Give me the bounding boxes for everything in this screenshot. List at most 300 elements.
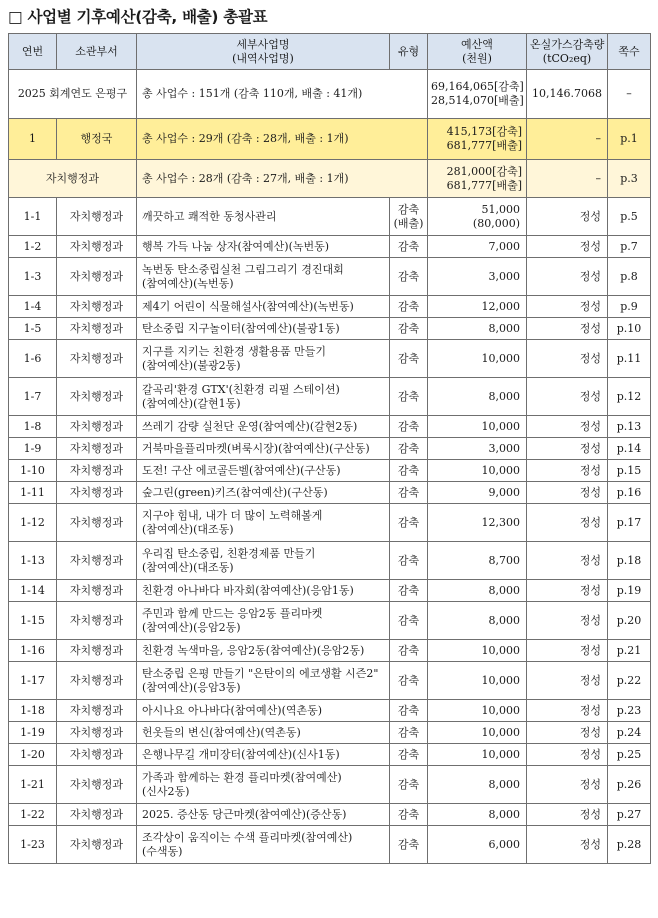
type-line: 감축 — [397, 807, 420, 821]
subgroup-dept: 자치행정과 — [9, 160, 137, 198]
row-no: 1-9 — [9, 438, 57, 460]
row-page: p.26 — [608, 766, 651, 804]
row-type — [390, 766, 428, 804]
type-line: 감축 — [397, 553, 420, 567]
row-type — [390, 258, 428, 296]
row-budget — [428, 602, 527, 640]
row-type — [390, 416, 428, 438]
row-budget — [428, 662, 527, 700]
header-reduction — [527, 34, 608, 70]
row-dept: 자치행정과 — [57, 378, 137, 416]
project-name-line: 지구야 힘내, 내가 더 많이 노력해볼게 — [142, 508, 323, 522]
row-no: 1-11 — [9, 482, 57, 504]
project-name-line: (참여예산)(녹번동) — [142, 276, 234, 290]
row-project-name — [137, 826, 390, 864]
row-type — [390, 318, 428, 340]
row-no: 1-16 — [9, 640, 57, 662]
row-reduction: 정성 — [527, 258, 608, 296]
row-type — [390, 580, 428, 602]
row-type — [390, 378, 428, 416]
group-budget — [428, 119, 527, 160]
table-row — [9, 766, 651, 804]
budget-line: 8,000 — [488, 777, 520, 791]
row-project-name — [137, 236, 390, 258]
row-budget — [428, 378, 527, 416]
climate-budget-table — [8, 33, 651, 864]
type-line: 감축 — [397, 351, 420, 365]
type-line: 감축 — [397, 441, 420, 455]
row-budget — [428, 482, 527, 504]
project-name-line: 깨끗하고 쾌적한 동청사관리 — [142, 209, 277, 223]
row-budget — [428, 258, 527, 296]
header-reduction-line: 온실가스감축량 — [530, 37, 605, 51]
header-dept: 소관부서 — [57, 34, 137, 70]
budget-line: 8,000 — [488, 583, 520, 597]
row-page: p.27 — [608, 804, 651, 826]
row-no: 1-2 — [9, 236, 57, 258]
row-no: 1-8 — [9, 416, 57, 438]
row-project-name — [137, 700, 390, 722]
row-dept: 자치행정과 — [57, 482, 137, 504]
row-dept: 자치행정과 — [57, 416, 137, 438]
subgroup-budget — [428, 160, 527, 198]
row-type — [390, 482, 428, 504]
row-budget — [428, 340, 527, 378]
project-name-line: 숲그린(green)키즈(참여예산)(구산동) — [142, 485, 328, 499]
row-dept: 자치행정과 — [57, 318, 137, 340]
row-dept: 자치행정과 — [57, 460, 137, 482]
table-row — [9, 340, 651, 378]
row-type — [390, 296, 428, 318]
row-page: p.22 — [608, 662, 651, 700]
row-dept: 자치행정과 — [57, 826, 137, 864]
row-budget — [428, 236, 527, 258]
table-row — [9, 640, 651, 662]
table-row — [9, 416, 651, 438]
budget-line: 12,000 — [481, 299, 520, 313]
subgroup-budget-line: 681,777[배출] — [446, 178, 522, 192]
row-project-name — [137, 744, 390, 766]
total-reduction: 10,146.7068 — [527, 70, 608, 119]
budget-line: 8,000 — [488, 807, 520, 821]
group-summary: 총 사업수 : 29개 (감축 : 28개, 배출 : 1개) — [137, 119, 428, 160]
type-line: 감축 — [397, 777, 420, 791]
total-page: – — [608, 70, 651, 119]
row-reduction: 정성 — [527, 826, 608, 864]
row-type — [390, 460, 428, 482]
header-budget-line: 예산액 — [461, 37, 493, 51]
budget-line: 10,000 — [481, 747, 520, 761]
row-budget — [428, 804, 527, 826]
project-name-line: (참여예산)(응암3동) — [142, 680, 241, 694]
table-row — [9, 744, 651, 766]
row-reduction: 정성 — [527, 542, 608, 580]
subgroup-budget-line: 281,000[감축] — [446, 164, 522, 178]
total-summary: 총 사업수 : 151개 (감축 110개, 배출 : 41개) — [137, 70, 428, 119]
row-reduction: 정성 — [527, 744, 608, 766]
row-dept: 자치행정과 — [57, 438, 137, 460]
row-dept: 자치행정과 — [57, 258, 137, 296]
row-type — [390, 542, 428, 580]
type-line: (배출) — [393, 216, 424, 230]
budget-line: 8,700 — [488, 553, 520, 567]
row-reduction: 정성 — [527, 602, 608, 640]
row-budget — [428, 766, 527, 804]
type-line: 감축 — [397, 419, 420, 433]
row-dept: 자치행정과 — [57, 542, 137, 580]
row-page: p.20 — [608, 602, 651, 640]
type-line: 감축 — [397, 202, 420, 216]
total-row — [9, 70, 651, 119]
row-reduction: 정성 — [527, 236, 608, 258]
budget-line: 10,000 — [481, 725, 520, 739]
row-page: p.13 — [608, 416, 651, 438]
budget-line: 10,000 — [481, 419, 520, 433]
row-page: p.7 — [608, 236, 651, 258]
type-line: 감축 — [397, 673, 420, 687]
total-budget — [428, 70, 527, 119]
row-project-name — [137, 602, 390, 640]
table-row — [9, 438, 651, 460]
row-type — [390, 662, 428, 700]
row-type — [390, 504, 428, 542]
group-no: 1 — [9, 119, 57, 160]
project-name-line: 은행나무길 개미장터(참여예산)(신사1동) — [142, 747, 340, 761]
row-no: 1-3 — [9, 258, 57, 296]
type-line: 감축 — [397, 613, 420, 627]
total-label: 2025 회계연도 은평구 — [9, 70, 137, 119]
row-type — [390, 640, 428, 662]
row-project-name — [137, 378, 390, 416]
project-name-line: (참여예산)(불광2동) — [142, 358, 241, 372]
project-name-line: 갈곡리'환경 GTX'(친환경 리필 스테이션) — [142, 382, 340, 396]
row-reduction: 정성 — [527, 482, 608, 504]
budget-line: 8,000 — [488, 321, 520, 335]
project-name-line: 아시나요 아나바다(참여예산)(역촌동) — [142, 703, 323, 717]
row-dept: 자치행정과 — [57, 804, 137, 826]
project-name-line: 거북마을플리마켓(벼룩시장)(참여예산)(구산동) — [142, 441, 370, 455]
row-dept: 자치행정과 — [57, 504, 137, 542]
row-project-name — [137, 640, 390, 662]
type-line: 감축 — [397, 583, 420, 597]
table-row — [9, 542, 651, 580]
row-no: 1-18 — [9, 700, 57, 722]
row-no: 1-23 — [9, 826, 57, 864]
row-project-name — [137, 318, 390, 340]
type-line: 감축 — [397, 463, 420, 477]
table-row — [9, 804, 651, 826]
table-row — [9, 258, 651, 296]
table-row — [9, 296, 651, 318]
row-page: p.16 — [608, 482, 651, 504]
project-name-line: (참여예산)(갈현1동) — [142, 396, 241, 410]
group-budget-line: 415,173[감축] — [446, 125, 522, 138]
group-budget-line: 681,777[배출] — [446, 139, 522, 152]
row-reduction: 정성 — [527, 640, 608, 662]
row-budget — [428, 640, 527, 662]
row-reduction: 정성 — [527, 198, 608, 236]
row-page: p.24 — [608, 722, 651, 744]
project-name-line: 주민과 함께 만드는 응암2동 플리마켓 — [142, 606, 323, 620]
row-budget — [428, 416, 527, 438]
budget-line: 9,000 — [488, 485, 520, 499]
budget-line: 10,000 — [481, 463, 520, 477]
project-name-line: 헌옷들의 변신(참여예산)(역촌동) — [142, 725, 301, 739]
type-line: 감축 — [397, 747, 420, 761]
project-name-line: 2025. 증산동 당근마켓(참여예산)(증산동) — [142, 807, 347, 821]
header-reduction-line: (tCO₂eq) — [542, 51, 592, 65]
row-reduction: 정성 — [527, 460, 608, 482]
table-row — [9, 482, 651, 504]
row-no: 1-15 — [9, 602, 57, 640]
row-project-name — [137, 482, 390, 504]
row-project-name — [137, 504, 390, 542]
budget-line: 10,000 — [481, 351, 520, 365]
project-name-line: (참여예산)(대조동) — [142, 560, 234, 574]
row-page: p.8 — [608, 258, 651, 296]
header-project — [137, 34, 390, 70]
table-row — [9, 700, 651, 722]
project-name-line: 가족과 함께하는 환경 플리마켓(참여예산) — [142, 770, 342, 784]
header-no: 연번 — [9, 34, 57, 70]
project-name-line: (신사2동) — [142, 784, 190, 798]
project-name-line: 조각상이 움직이는 수색 플리마켓(참여예산) — [142, 830, 353, 844]
row-project-name — [137, 766, 390, 804]
row-type — [390, 826, 428, 864]
row-budget — [428, 580, 527, 602]
budget-line: 10,000 — [481, 673, 520, 687]
table-row — [9, 504, 651, 542]
type-line: 감축 — [397, 269, 420, 283]
budget-line: 7,000 — [488, 239, 520, 253]
row-type — [390, 438, 428, 460]
page-title: □ 사업별 기후예산(감축, 배출) 총괄표 — [8, 8, 268, 26]
row-no: 1-17 — [9, 662, 57, 700]
row-page: p.5 — [608, 198, 651, 236]
row-budget — [428, 460, 527, 482]
table-row — [9, 378, 651, 416]
type-line: 감축 — [397, 321, 420, 335]
row-no: 1-4 — [9, 296, 57, 318]
row-type — [390, 340, 428, 378]
row-project-name — [137, 198, 390, 236]
table-row — [9, 722, 651, 744]
row-reduction: 정성 — [527, 580, 608, 602]
row-type — [390, 236, 428, 258]
row-project-name — [137, 258, 390, 296]
row-project-name — [137, 416, 390, 438]
row-type — [390, 602, 428, 640]
budget-line: 8,000 — [488, 389, 520, 403]
subgroup-reduction: – — [527, 160, 608, 198]
row-project-name — [137, 722, 390, 744]
table-row — [9, 236, 651, 258]
row-project-name — [137, 438, 390, 460]
table-row — [9, 460, 651, 482]
row-dept: 자치행정과 — [57, 296, 137, 318]
header-project-line: (내역사업명) — [232, 51, 294, 65]
row-no: 1-6 — [9, 340, 57, 378]
budget-line: 3,000 — [488, 269, 520, 283]
row-reduction: 정성 — [527, 416, 608, 438]
row-reduction: 정성 — [527, 378, 608, 416]
budget-line: 51,000 — [481, 202, 520, 216]
row-no: 1-7 — [9, 378, 57, 416]
row-reduction: 정성 — [527, 766, 608, 804]
row-no: 1-5 — [9, 318, 57, 340]
project-name-line: 우리집 탄소중립, 친환경제품 만들기 — [142, 546, 316, 560]
project-name-line: 제4기 어린이 식물해설사(참여예산)(녹번동) — [142, 299, 354, 313]
project-name-line: 친환경 아나바다 바자회(참여예산)(응암1동) — [142, 583, 354, 597]
row-type — [390, 744, 428, 766]
row-reduction: 정성 — [527, 662, 608, 700]
total-budget-line: 28,514,070[배출] — [431, 94, 524, 107]
project-name-line: (참여예산)(응암2동) — [142, 620, 241, 634]
budget-line: 10,000 — [481, 703, 520, 717]
row-budget — [428, 722, 527, 744]
subgroup-summary: 총 사업수 : 28개 (감축 : 27개, 배출 : 1개) — [137, 160, 428, 198]
row-dept: 자치행정과 — [57, 640, 137, 662]
row-dept: 자치행정과 — [57, 236, 137, 258]
row-dept: 자치행정과 — [57, 580, 137, 602]
table-row — [9, 580, 651, 602]
row-reduction: 정성 — [527, 318, 608, 340]
table-header-row — [9, 34, 651, 70]
row-reduction: 정성 — [527, 296, 608, 318]
header-page: 쪽수 — [608, 34, 651, 70]
row-budget — [428, 296, 527, 318]
group-reduction: – — [527, 119, 608, 160]
type-line: 감축 — [397, 239, 420, 253]
subgroup-page: p.3 — [608, 160, 651, 198]
row-dept: 자치행정과 — [57, 602, 137, 640]
type-line: 감축 — [397, 299, 420, 313]
row-reduction: 정성 — [527, 438, 608, 460]
row-budget — [428, 504, 527, 542]
row-dept: 자치행정과 — [57, 766, 137, 804]
row-reduction: 정성 — [527, 804, 608, 826]
header-budget-line: (천원) — [462, 51, 492, 65]
row-dept: 자치행정과 — [57, 340, 137, 378]
row-page: p.12 — [608, 378, 651, 416]
row-project-name — [137, 662, 390, 700]
project-name-line: 녹번동 탄소중립실천 그림그리기 경진대회 — [142, 262, 344, 276]
row-page: p.19 — [608, 580, 651, 602]
budget-line: 8,000 — [488, 613, 520, 627]
row-page: p.11 — [608, 340, 651, 378]
type-line: 감축 — [397, 725, 420, 739]
table-row — [9, 198, 651, 236]
project-name-line: 행복 가득 나눔 상자(참여예산)(녹번동) — [142, 239, 330, 253]
row-page: p.23 — [608, 700, 651, 722]
row-dept: 자치행정과 — [57, 662, 137, 700]
row-type — [390, 804, 428, 826]
row-no: 1-1 — [9, 198, 57, 236]
row-dept: 자치행정과 — [57, 722, 137, 744]
row-project-name — [137, 580, 390, 602]
type-line: 감축 — [397, 389, 420, 403]
table-row — [9, 662, 651, 700]
row-no: 1-21 — [9, 766, 57, 804]
row-dept: 자치행정과 — [57, 744, 137, 766]
subgroup-row — [9, 160, 651, 198]
total-budget-line: 69,164,065[감축] — [431, 80, 524, 93]
row-page: p.10 — [608, 318, 651, 340]
row-page: p.28 — [608, 826, 651, 864]
budget-line: 10,000 — [481, 643, 520, 657]
row-page: p.18 — [608, 542, 651, 580]
table-row — [9, 826, 651, 864]
row-budget — [428, 198, 527, 236]
project-name-line: 지구를 지키는 친환경 생활용품 만들기 — [142, 344, 327, 358]
table-row — [9, 602, 651, 640]
row-reduction: 정성 — [527, 504, 608, 542]
type-line: 감축 — [397, 643, 420, 657]
row-no: 1-19 — [9, 722, 57, 744]
project-name-line: 탄소중립 은평 만들기 "은탄이의 에코생활 시즌2" — [142, 666, 379, 680]
row-reduction: 정성 — [527, 722, 608, 744]
row-reduction: 정성 — [527, 700, 608, 722]
row-no: 1-20 — [9, 744, 57, 766]
type-line: 감축 — [397, 515, 420, 529]
row-type — [390, 700, 428, 722]
header-project-line: 세부사업명 — [236, 37, 290, 51]
row-type — [390, 198, 428, 236]
budget-line: (80,000) — [472, 216, 520, 230]
project-name-line: 쓰레기 감량 실천단 운영(참여예산)(갈현2동) — [142, 419, 358, 433]
row-project-name — [137, 340, 390, 378]
row-project-name — [137, 460, 390, 482]
row-dept: 자치행정과 — [57, 198, 137, 236]
row-page: p.17 — [608, 504, 651, 542]
group-row — [9, 119, 651, 160]
project-name-line: 도전! 구산 에코골든벨(참여예산)(구산동) — [142, 463, 341, 477]
row-reduction: 정성 — [527, 340, 608, 378]
row-page: p.14 — [608, 438, 651, 460]
type-line: 감축 — [397, 485, 420, 499]
row-no: 1-10 — [9, 460, 57, 482]
row-project-name — [137, 804, 390, 826]
table-row — [9, 318, 651, 340]
row-budget — [428, 318, 527, 340]
type-line: 감축 — [397, 703, 420, 717]
row-no: 1-12 — [9, 504, 57, 542]
row-project-name — [137, 542, 390, 580]
row-dept: 자치행정과 — [57, 700, 137, 722]
group-dept: 행정국 — [57, 119, 137, 160]
project-name-line: (참여예산)(대조동) — [142, 522, 234, 536]
row-budget — [428, 700, 527, 722]
row-page: p.15 — [608, 460, 651, 482]
row-type — [390, 722, 428, 744]
row-no: 1-22 — [9, 804, 57, 826]
project-name-line: 친환경 녹색마을, 응암2동(참여예산)(응암2동) — [142, 643, 365, 657]
row-budget — [428, 826, 527, 864]
project-name-line: (수색동) — [142, 844, 183, 858]
row-no: 1-14 — [9, 580, 57, 602]
row-budget — [428, 438, 527, 460]
row-page: p.21 — [608, 640, 651, 662]
row-budget — [428, 744, 527, 766]
header-budget — [428, 34, 527, 70]
row-page: p.25 — [608, 744, 651, 766]
row-budget — [428, 542, 527, 580]
row-page: p.9 — [608, 296, 651, 318]
group-page: p.1 — [608, 119, 651, 160]
type-line: 감축 — [397, 837, 420, 851]
budget-line: 3,000 — [488, 441, 520, 455]
budget-line: 6,000 — [488, 837, 520, 851]
